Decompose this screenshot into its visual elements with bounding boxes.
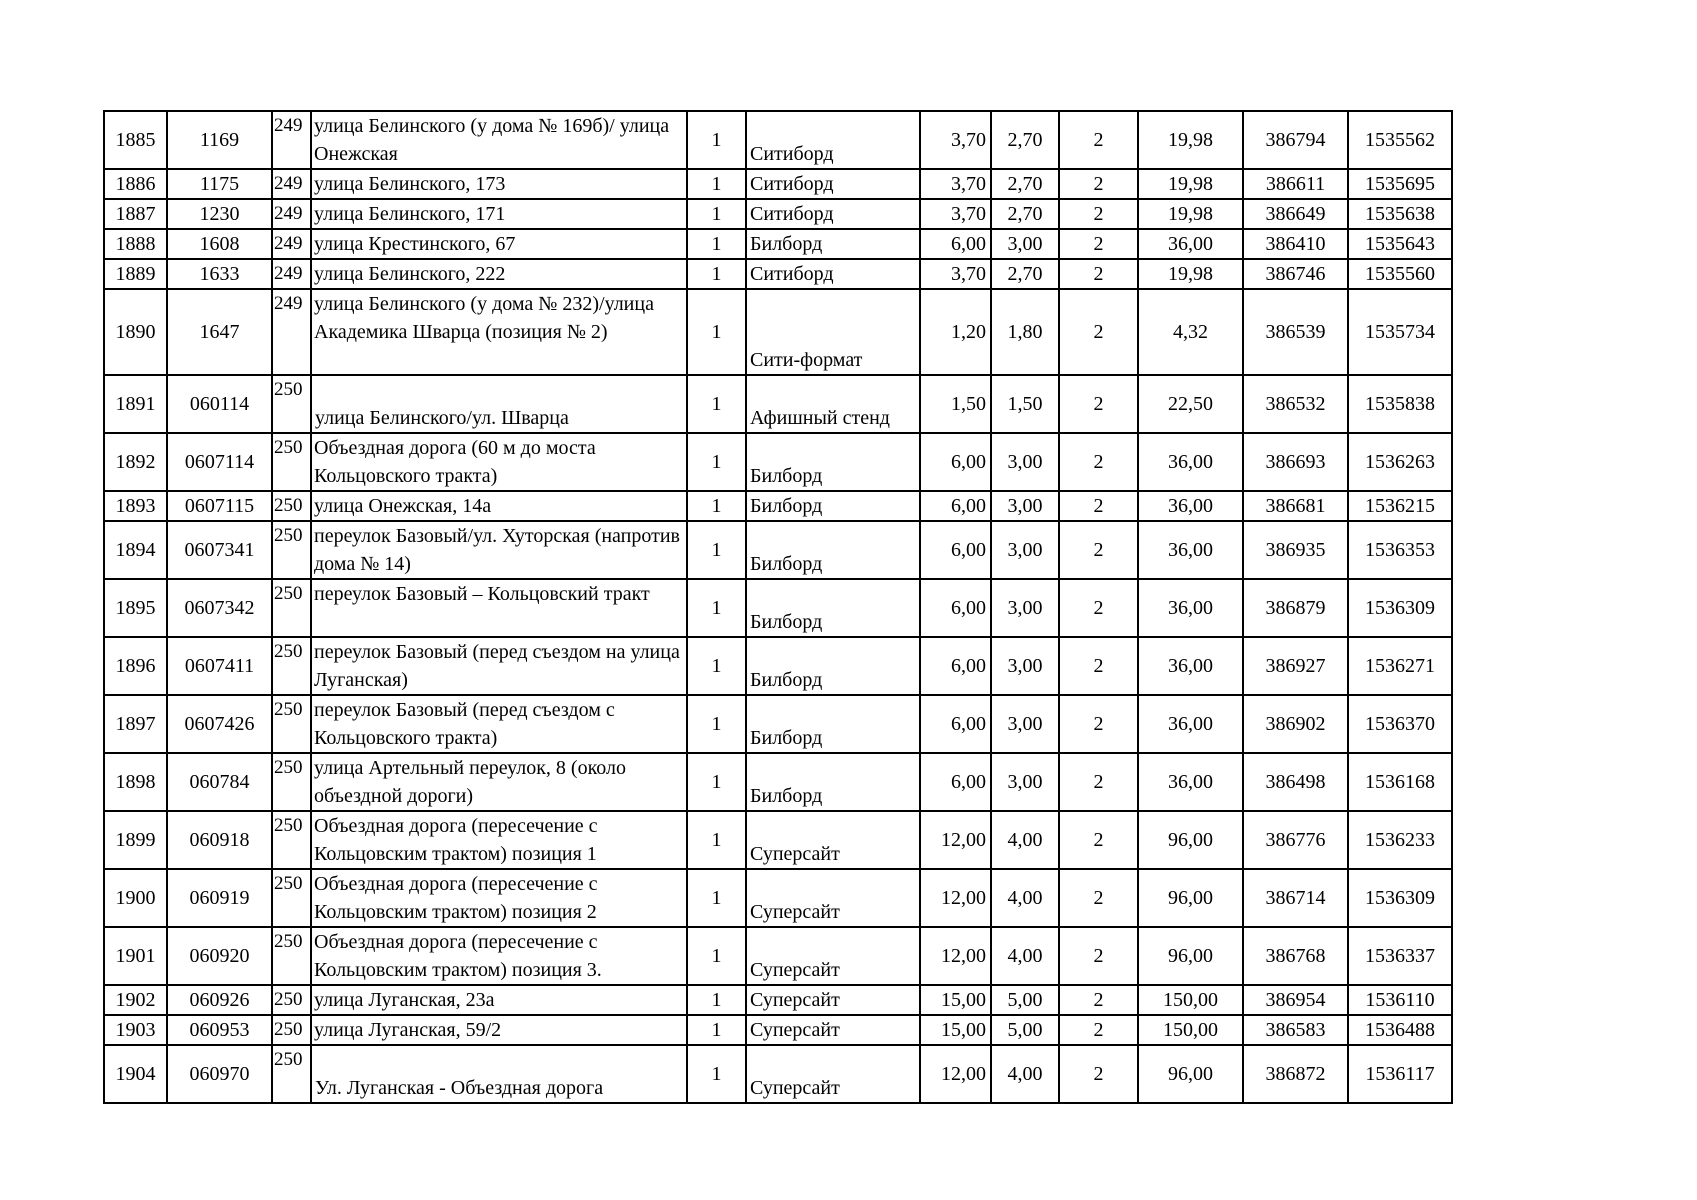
- table-row: [104, 229, 1452, 259]
- structure-code-cell: 060926: [167, 985, 272, 1015]
- row-number-cell: 1903: [104, 1015, 167, 1045]
- width-cell: 1,50: [920, 375, 991, 433]
- quantity-cell: 1: [687, 111, 746, 169]
- sides-cell: 2: [1059, 927, 1138, 985]
- table-row: [104, 579, 1452, 637]
- address-cell: переулок Базовый (перед съездом с Кольцовского тракта): [311, 695, 687, 753]
- width-cell: 6,00: [920, 229, 991, 259]
- table-row: [104, 491, 1452, 521]
- sides-cell: 2: [1059, 169, 1138, 199]
- height-cell: 4,00: [991, 1045, 1059, 1103]
- coordinate-x-cell: 386583: [1243, 1015, 1348, 1045]
- quantity-cell: 1: [687, 199, 746, 229]
- width-cell: 6,00: [920, 491, 991, 521]
- sides-cell: 2: [1059, 259, 1138, 289]
- coordinate-y-cell: 1536215: [1348, 491, 1452, 521]
- quantity-cell: 1: [687, 637, 746, 695]
- sides-cell: 2: [1059, 199, 1138, 229]
- width-cell: 12,00: [920, 1045, 991, 1103]
- table-row: [104, 169, 1452, 199]
- row-number-cell: 1901: [104, 927, 167, 985]
- width-cell: 6,00: [920, 433, 991, 491]
- area-cell: 36,00: [1138, 695, 1243, 753]
- sides-cell: 2: [1059, 521, 1138, 579]
- group-number-cell: 250: [272, 1045, 311, 1103]
- address-cell: улица Белинского, 173: [311, 169, 687, 199]
- quantity-cell: 1: [687, 579, 746, 637]
- sides-cell: 2: [1059, 111, 1138, 169]
- table-row: [104, 753, 1452, 811]
- structure-type-cell: Билборд: [746, 521, 920, 579]
- structure-code-cell: 060114: [167, 375, 272, 433]
- height-cell: 4,00: [991, 811, 1059, 869]
- table-row: [104, 199, 1452, 229]
- table-row: [104, 695, 1452, 753]
- row-number-cell: 1895: [104, 579, 167, 637]
- address-cell: улица Луганская, 23а: [311, 985, 687, 1015]
- width-cell: 6,00: [920, 521, 991, 579]
- coordinate-x-cell: 386410: [1243, 229, 1348, 259]
- group-number-cell: 250: [272, 521, 311, 579]
- coordinate-y-cell: 1536309: [1348, 869, 1452, 927]
- row-number-cell: 1887: [104, 199, 167, 229]
- structure-code-cell: 0607114: [167, 433, 272, 491]
- width-cell: 6,00: [920, 753, 991, 811]
- coordinate-x-cell: 386693: [1243, 433, 1348, 491]
- sides-cell: 2: [1059, 433, 1138, 491]
- address-cell: улица Луганская, 59/2: [311, 1015, 687, 1045]
- structure-code-cell: 060784: [167, 753, 272, 811]
- quantity-cell: 1: [687, 491, 746, 521]
- area-cell: 22,50: [1138, 375, 1243, 433]
- quantity-cell: 1: [687, 1045, 746, 1103]
- quantity-cell: 1: [687, 259, 746, 289]
- area-cell: 36,00: [1138, 637, 1243, 695]
- area-cell: 19,98: [1138, 111, 1243, 169]
- sides-cell: 2: [1059, 637, 1138, 695]
- structure-code-cell: 0607426: [167, 695, 272, 753]
- structure-type-cell: Суперсайт: [746, 985, 920, 1015]
- height-cell: 3,00: [991, 491, 1059, 521]
- area-cell: 36,00: [1138, 579, 1243, 637]
- table-row: [104, 869, 1452, 927]
- height-cell: 2,70: [991, 111, 1059, 169]
- address-cell: переулок Базовый/ул. Хуторская (напротив дома № 14): [311, 521, 687, 579]
- area-cell: 96,00: [1138, 811, 1243, 869]
- height-cell: 2,70: [991, 199, 1059, 229]
- address-cell: улица Онежская, 14а: [311, 491, 687, 521]
- address-cell: Объездная дорога (пересечение с Кольцовским трактом) позиция 3.: [311, 927, 687, 985]
- quantity-cell: 1: [687, 229, 746, 259]
- coordinate-y-cell: 1535734: [1348, 289, 1452, 375]
- width-cell: 1,20: [920, 289, 991, 375]
- quantity-cell: 1: [687, 927, 746, 985]
- advertising-structures-table: [103, 110, 1453, 1104]
- structure-type-cell: Суперсайт: [746, 869, 920, 927]
- coordinate-x-cell: 386879: [1243, 579, 1348, 637]
- quantity-cell: 1: [687, 811, 746, 869]
- table-row: [104, 375, 1452, 433]
- address-cell: улица Белинского, 222: [311, 259, 687, 289]
- sides-cell: 2: [1059, 491, 1138, 521]
- coordinate-x-cell: 386776: [1243, 811, 1348, 869]
- structure-type-cell: Ситиборд: [746, 111, 920, 169]
- width-cell: 15,00: [920, 1015, 991, 1045]
- group-number-cell: 250: [272, 491, 311, 521]
- coordinate-x-cell: 386539: [1243, 289, 1348, 375]
- row-number-cell: 1904: [104, 1045, 167, 1103]
- width-cell: 3,70: [920, 199, 991, 229]
- quantity-cell: 1: [687, 521, 746, 579]
- structure-type-cell: Суперсайт: [746, 927, 920, 985]
- structure-code-cell: 060920: [167, 927, 272, 985]
- width-cell: 3,70: [920, 111, 991, 169]
- group-number-cell: 250: [272, 433, 311, 491]
- group-number-cell: 250: [272, 1015, 311, 1045]
- row-number-cell: 1891: [104, 375, 167, 433]
- address-cell: Объездная дорога (пересечение с Кольцовским трактом) позиция 1: [311, 811, 687, 869]
- area-cell: 36,00: [1138, 491, 1243, 521]
- structure-code-cell: 1608: [167, 229, 272, 259]
- structure-type-cell: Билборд: [746, 579, 920, 637]
- width-cell: 6,00: [920, 637, 991, 695]
- structure-code-cell: 060970: [167, 1045, 272, 1103]
- address-cell: Объездная дорога (60 м до моста Кольцовского тракта): [311, 433, 687, 491]
- sides-cell: 2: [1059, 695, 1138, 753]
- sides-cell: 2: [1059, 1015, 1138, 1045]
- group-number-cell: 249: [272, 229, 311, 259]
- coordinate-y-cell: 1535838: [1348, 375, 1452, 433]
- width-cell: 12,00: [920, 869, 991, 927]
- structure-type-cell: Билборд: [746, 637, 920, 695]
- height-cell: 3,00: [991, 433, 1059, 491]
- coordinate-y-cell: 1536233: [1348, 811, 1452, 869]
- coordinate-y-cell: 1536271: [1348, 637, 1452, 695]
- sides-cell: 2: [1059, 579, 1138, 637]
- height-cell: 2,70: [991, 259, 1059, 289]
- address-cell: Объездная дорога (пересечение с Кольцовским трактом) позиция 2: [311, 869, 687, 927]
- area-cell: 36,00: [1138, 753, 1243, 811]
- group-number-cell: 250: [272, 375, 311, 433]
- group-number-cell: 250: [272, 695, 311, 753]
- height-cell: 3,00: [991, 229, 1059, 259]
- structure-type-cell: Ситиборд: [746, 169, 920, 199]
- area-cell: 150,00: [1138, 1015, 1243, 1045]
- area-cell: 36,00: [1138, 229, 1243, 259]
- group-number-cell: 249: [272, 289, 311, 375]
- structure-type-cell: Сити-формат: [746, 289, 920, 375]
- area-cell: 19,98: [1138, 259, 1243, 289]
- group-number-cell: 249: [272, 259, 311, 289]
- coordinate-x-cell: 386498: [1243, 753, 1348, 811]
- coordinate-y-cell: 1536370: [1348, 695, 1452, 753]
- sides-cell: 2: [1059, 229, 1138, 259]
- height-cell: 5,00: [991, 985, 1059, 1015]
- group-number-cell: 250: [272, 579, 311, 637]
- coordinate-y-cell: 1535562: [1348, 111, 1452, 169]
- table-row: [104, 433, 1452, 491]
- table-row: [104, 1045, 1452, 1103]
- address-cell: улица Артельный переулок, 8 (около объездной дороги): [311, 753, 687, 811]
- row-number-cell: 1899: [104, 811, 167, 869]
- table-row: [104, 521, 1452, 579]
- width-cell: 12,00: [920, 927, 991, 985]
- address-cell: улица Белинского/ул. Шварца: [311, 375, 687, 433]
- structure-code-cell: 0607341: [167, 521, 272, 579]
- coordinate-y-cell: 1535643: [1348, 229, 1452, 259]
- height-cell: 1,50: [991, 375, 1059, 433]
- group-number-cell: 249: [272, 169, 311, 199]
- group-number-cell: 250: [272, 811, 311, 869]
- table-row: [104, 985, 1452, 1015]
- group-number-cell: 250: [272, 985, 311, 1015]
- group-number-cell: 250: [272, 637, 311, 695]
- height-cell: 3,00: [991, 579, 1059, 637]
- address-cell: Ул. Луганская - Объездная дорога: [311, 1045, 687, 1103]
- table-row: [104, 111, 1452, 169]
- quantity-cell: 1: [687, 1015, 746, 1045]
- structure-type-cell: Билборд: [746, 229, 920, 259]
- structure-type-cell: Ситиборд: [746, 259, 920, 289]
- structure-type-cell: Суперсайт: [746, 1015, 920, 1045]
- structure-code-cell: 060953: [167, 1015, 272, 1045]
- address-cell: переулок Базовый – Кольцовский тракт: [311, 579, 687, 637]
- structure-type-cell: Ситиборд: [746, 199, 920, 229]
- sides-cell: 2: [1059, 985, 1138, 1015]
- row-number-cell: 1900: [104, 869, 167, 927]
- height-cell: 1,80: [991, 289, 1059, 375]
- coordinate-y-cell: 1535638: [1348, 199, 1452, 229]
- sides-cell: 2: [1059, 289, 1138, 375]
- coordinate-x-cell: 386954: [1243, 985, 1348, 1015]
- row-number-cell: 1893: [104, 491, 167, 521]
- address-cell: улица Крестинского, 67: [311, 229, 687, 259]
- area-cell: 36,00: [1138, 433, 1243, 491]
- structure-code-cell: 1647: [167, 289, 272, 375]
- coordinate-x-cell: 386927: [1243, 637, 1348, 695]
- table-row: [104, 289, 1452, 375]
- structure-type-cell: Билборд: [746, 695, 920, 753]
- table-row: [104, 1015, 1452, 1045]
- structure-code-cell: 0607342: [167, 579, 272, 637]
- coordinate-y-cell: 1536488: [1348, 1015, 1452, 1045]
- sides-cell: 2: [1059, 811, 1138, 869]
- height-cell: 4,00: [991, 927, 1059, 985]
- row-number-cell: 1885: [104, 111, 167, 169]
- coordinate-y-cell: 1536337: [1348, 927, 1452, 985]
- quantity-cell: 1: [687, 433, 746, 491]
- sides-cell: 2: [1059, 869, 1138, 927]
- coordinate-x-cell: 386902: [1243, 695, 1348, 753]
- coordinate-x-cell: 386714: [1243, 869, 1348, 927]
- coordinate-y-cell: 1536309: [1348, 579, 1452, 637]
- coordinate-x-cell: 386611: [1243, 169, 1348, 199]
- group-number-cell: 250: [272, 927, 311, 985]
- coordinate-y-cell: 1536353: [1348, 521, 1452, 579]
- group-number-cell: 250: [272, 753, 311, 811]
- row-number-cell: 1896: [104, 637, 167, 695]
- coordinate-y-cell: 1536168: [1348, 753, 1452, 811]
- height-cell: 3,00: [991, 695, 1059, 753]
- structure-code-cell: 060918: [167, 811, 272, 869]
- row-number-cell: 1898: [104, 753, 167, 811]
- sides-cell: 2: [1059, 1045, 1138, 1103]
- structure-type-cell: Билборд: [746, 753, 920, 811]
- structure-code-cell: 1175: [167, 169, 272, 199]
- area-cell: 96,00: [1138, 1045, 1243, 1103]
- area-cell: 19,98: [1138, 199, 1243, 229]
- area-cell: 36,00: [1138, 521, 1243, 579]
- coordinate-x-cell: 386872: [1243, 1045, 1348, 1103]
- coordinate-x-cell: 386649: [1243, 199, 1348, 229]
- row-number-cell: 1894: [104, 521, 167, 579]
- structure-code-cell: 1633: [167, 259, 272, 289]
- quantity-cell: 1: [687, 985, 746, 1015]
- height-cell: 5,00: [991, 1015, 1059, 1045]
- quantity-cell: 1: [687, 289, 746, 375]
- width-cell: 12,00: [920, 811, 991, 869]
- row-number-cell: 1889: [104, 259, 167, 289]
- height-cell: 2,70: [991, 169, 1059, 199]
- quantity-cell: 1: [687, 869, 746, 927]
- quantity-cell: 1: [687, 695, 746, 753]
- row-number-cell: 1890: [104, 289, 167, 375]
- structure-code-cell: 060919: [167, 869, 272, 927]
- width-cell: 3,70: [920, 169, 991, 199]
- height-cell: 3,00: [991, 753, 1059, 811]
- coordinate-x-cell: 386794: [1243, 111, 1348, 169]
- coordinate-x-cell: 386768: [1243, 927, 1348, 985]
- height-cell: 4,00: [991, 869, 1059, 927]
- row-number-cell: 1888: [104, 229, 167, 259]
- sides-cell: 2: [1059, 753, 1138, 811]
- area-cell: 150,00: [1138, 985, 1243, 1015]
- area-cell: 4,32: [1138, 289, 1243, 375]
- structure-code-cell: 1230: [167, 199, 272, 229]
- quantity-cell: 1: [687, 375, 746, 433]
- coordinate-y-cell: 1536110: [1348, 985, 1452, 1015]
- address-cell: улица Белинского (у дома № 232)/улица Академика Шварца (позиция № 2): [311, 289, 687, 375]
- group-number-cell: 250: [272, 869, 311, 927]
- table-row: [104, 811, 1452, 869]
- coordinate-x-cell: 386746: [1243, 259, 1348, 289]
- sides-cell: 2: [1059, 375, 1138, 433]
- width-cell: 3,70: [920, 259, 991, 289]
- structure-type-cell: Суперсайт: [746, 1045, 920, 1103]
- width-cell: 6,00: [920, 579, 991, 637]
- coordinate-x-cell: 386532: [1243, 375, 1348, 433]
- address-cell: переулок Базовый (перед съездом на улица Луганская): [311, 637, 687, 695]
- coordinate-y-cell: 1536263: [1348, 433, 1452, 491]
- structure-type-cell: Афишный стенд: [746, 375, 920, 433]
- address-cell: улица Белинского, 171: [311, 199, 687, 229]
- table-row: [104, 259, 1452, 289]
- structure-type-cell: Билборд: [746, 433, 920, 491]
- coordinate-x-cell: 386681: [1243, 491, 1348, 521]
- area-cell: 19,98: [1138, 169, 1243, 199]
- area-cell: 96,00: [1138, 927, 1243, 985]
- row-number-cell: 1902: [104, 985, 167, 1015]
- width-cell: 6,00: [920, 695, 991, 753]
- group-number-cell: 249: [272, 111, 311, 169]
- table-row: [104, 637, 1452, 695]
- structure-type-cell: Суперсайт: [746, 811, 920, 869]
- height-cell: 3,00: [991, 637, 1059, 695]
- structure-code-cell: 0607115: [167, 491, 272, 521]
- structure-type-cell: Билборд: [746, 491, 920, 521]
- row-number-cell: 1892: [104, 433, 167, 491]
- address-cell: улица Белинского (у дома № 169б)/ улица Онежская: [311, 111, 687, 169]
- coordinate-y-cell: 1535560: [1348, 259, 1452, 289]
- coordinate-y-cell: 1536117: [1348, 1045, 1452, 1103]
- area-cell: 96,00: [1138, 869, 1243, 927]
- table-row: [104, 927, 1452, 985]
- coordinate-x-cell: 386935: [1243, 521, 1348, 579]
- height-cell: 3,00: [991, 521, 1059, 579]
- structure-code-cell: 0607411: [167, 637, 272, 695]
- quantity-cell: 1: [687, 753, 746, 811]
- quantity-cell: 1: [687, 169, 746, 199]
- row-number-cell: 1897: [104, 695, 167, 753]
- group-number-cell: 249: [272, 199, 311, 229]
- coordinate-y-cell: 1535695: [1348, 169, 1452, 199]
- width-cell: 15,00: [920, 985, 991, 1015]
- row-number-cell: 1886: [104, 169, 167, 199]
- structure-code-cell: 1169: [167, 111, 272, 169]
